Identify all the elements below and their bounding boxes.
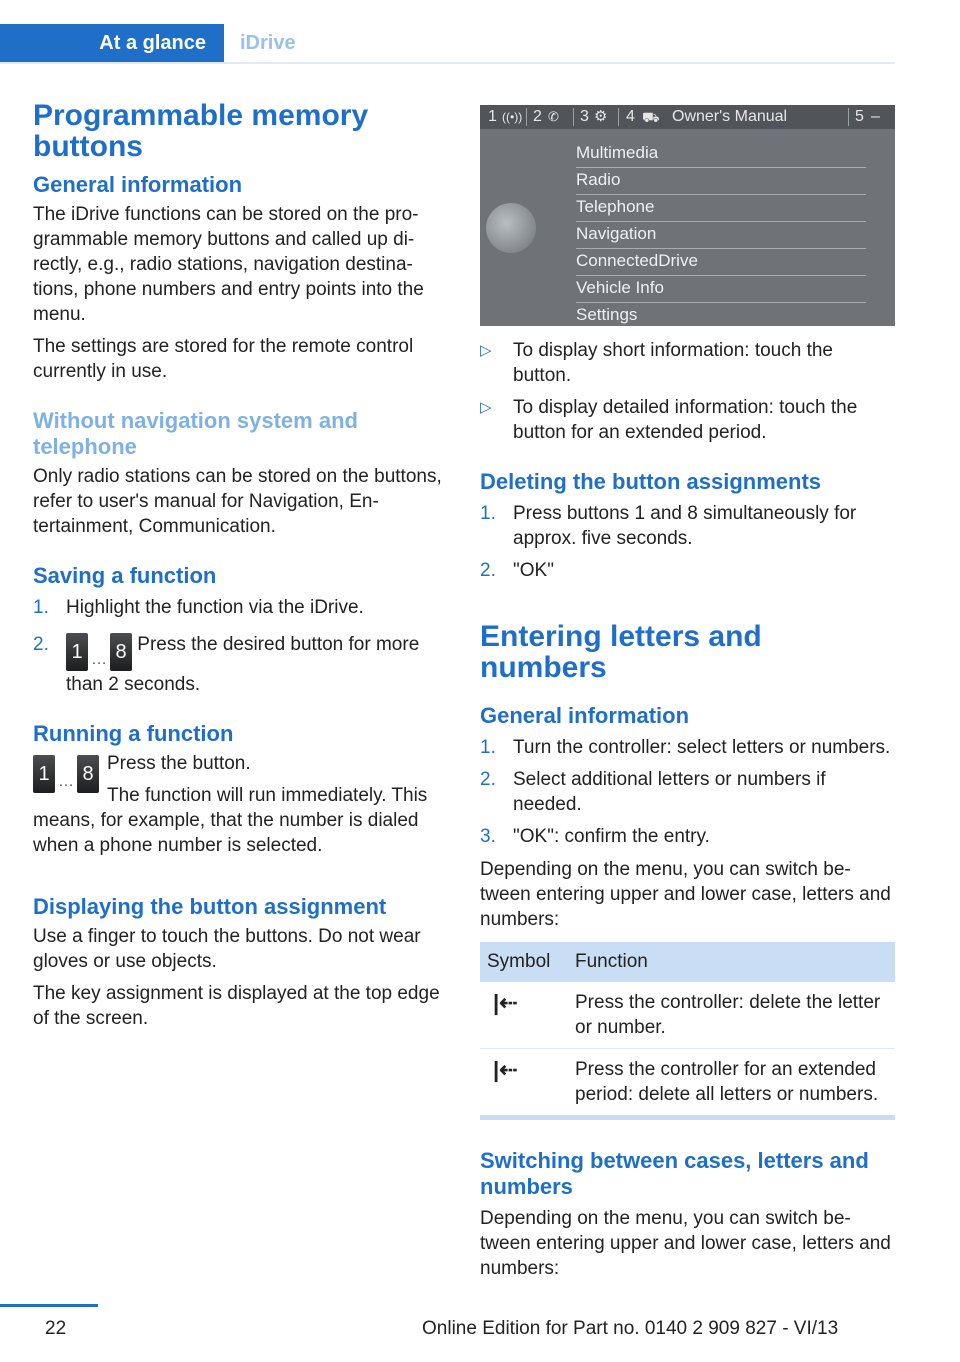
saving-function-heading: Saving a function — [33, 563, 217, 588]
entering-step-1 — [480, 735, 895, 760]
table-cell-function: Press the controller for an extended period: delete all letters or numbers. — [568, 1049, 895, 1118]
step-text: "OK" — [513, 560, 554, 581]
triangle-bullet-icon: ▷ — [480, 399, 492, 416]
displaying-assignment-heading: Displaying the button assignment — [33, 894, 387, 919]
entering-general-information-heading: General information — [480, 703, 690, 728]
table-header-row — [480, 942, 895, 982]
running-function-block — [33, 751, 449, 858]
step-number: 1. — [480, 737, 496, 758]
screen-menu — [576, 141, 866, 326]
step-number: 2. — [480, 769, 496, 790]
menu-item-navigation: Navigation — [576, 222, 866, 249]
phone-icon: ✆ — [548, 109, 559, 124]
general-information-text: The iDrive functions can be stored on the programmable memory buttons and called up directly, e.g., radio stations, navigation destinations, phone numbers and entry points into the menu. — [33, 204, 424, 325]
step-text: Press the desired button for more than 2 seconds. — [66, 634, 420, 695]
memory-button-8-icon: 8 — [77, 755, 99, 793]
ellipsis-icon: … — [58, 773, 74, 790]
car-icon: ⛟ — [642, 109, 660, 125]
table-row — [480, 982, 895, 1049]
bullet-item — [480, 395, 895, 445]
tab-idrive[interactable]: iDrive — [240, 32, 296, 54]
step-text: Turn the controller: select letters or numbers. — [513, 737, 891, 758]
running-press-text: Press the button. — [107, 753, 251, 774]
symbol-table — [480, 942, 895, 1120]
left-column — [33, 100, 449, 1031]
step-number: 3. — [480, 826, 496, 847]
bullet-text: To display detailed information: touch the button for an extended period. — [513, 397, 858, 443]
entering-step-2 — [480, 767, 895, 817]
step-number: 2. — [480, 560, 496, 581]
step-number: 1. — [480, 503, 496, 524]
step-text: Press buttons 1 and 8 simultaneously for approx. five seconds. — [513, 503, 857, 549]
screen-tab-separator — [848, 108, 849, 126]
displaying-text-1: Use a finger to touch the buttons. Do not wear gloves or use objects. — [33, 926, 421, 972]
switching-text: Depending on the menu, you can switch between entering upper and lower case, letters and numbers: — [480, 1208, 891, 1279]
screen-tab-1: 1 — [488, 108, 497, 125]
screen-tab-separator — [618, 108, 619, 126]
footer-rule — [0, 1304, 98, 1307]
bullet-item — [480, 338, 895, 388]
edition-text: Online Edition for Part no. 0140 2 909 827 - VI/13 — [422, 1318, 839, 1339]
table-row — [480, 1049, 895, 1118]
ellipsis-icon: … — [91, 651, 107, 668]
entering-switch-text: Depending on the menu, you can switch between entering upper and lower case, letters and numbers: — [480, 859, 891, 930]
step-number: 1. — [33, 597, 49, 618]
displaying-text-2: The key assignment is displayed at the top edge of the screen. — [33, 983, 440, 1029]
running-function-heading: Running a function — [33, 721, 234, 746]
saving-step-1 — [33, 595, 449, 620]
idrive-screen-image — [480, 105, 895, 326]
screen-tab-3: 3 — [580, 108, 589, 125]
delete-arrow-icon: |⇠ — [493, 1057, 518, 1082]
right-column — [480, 105, 895, 1281]
entering-step-3 — [480, 824, 895, 849]
screen-tab-5: 5 — [855, 108, 864, 125]
general-information-heading: General information — [33, 172, 243, 197]
screen-tab-separator — [526, 108, 527, 126]
step-number: 2. — [33, 634, 49, 655]
table-cell-symbol — [480, 982, 568, 1049]
radio-icon: ((•)) — [502, 110, 523, 124]
memory-button-1-icon: 1 — [66, 633, 88, 671]
menu-item-connecteddrive: ConnectedDrive — [576, 249, 866, 276]
header-tabbar — [0, 24, 895, 64]
switching-heading: Switching between cases, letters and numbers — [480, 1148, 869, 1199]
without-navigation-text: Only radio stations can be stored on the buttons, refer to user's manual for Navigation, Entertainment, Communication. — [33, 466, 442, 537]
triangle-bullet-icon: ▷ — [480, 342, 492, 359]
table-header-symbol: Symbol — [480, 942, 568, 982]
page-number: 22 — [45, 1318, 67, 1339]
memory-button-1-icon: 1 — [33, 755, 55, 793]
deleting-step-2 — [480, 558, 895, 583]
screen-button-bar — [480, 105, 895, 129]
deleting-step-1 — [480, 501, 895, 551]
deleting-assignments-heading: Deleting the button assignments — [480, 469, 822, 494]
without-navigation-heading: Without navigation system and telephone — [33, 408, 358, 459]
table-cell-function: Press the controller: delete the letter or number. — [568, 982, 895, 1049]
menu-item-settings: Settings — [576, 303, 866, 326]
screen-tab-5-mark: – — [871, 108, 880, 125]
screen-tab-4: 4 — [626, 108, 635, 125]
tab-at-a-glance[interactable]: At a glance — [0, 24, 224, 62]
delete-arrow-icon: |⇠ — [493, 990, 518, 1015]
saving-step-2 — [33, 632, 449, 697]
running-result-text: The function will run immediately. This means, for example, that the number is dialed when a phone number is selected. — [33, 785, 428, 856]
page-title: Programmable memory buttons — [33, 99, 369, 163]
table-header-function: Function — [568, 942, 895, 982]
screen-tab-owners-manual: Owner's Manual — [672, 108, 788, 125]
entering-title: Entering letters and numbers — [480, 620, 762, 684]
step-text: Select additional letters or numbers if needed. — [513, 769, 826, 815]
bullet-text: To display short information: touch the button. — [513, 340, 834, 386]
menu-item-multimedia: Multimedia — [576, 141, 866, 168]
screen-tab-2: 2 — [533, 108, 542, 125]
step-text: "OK": confirm the entry. — [513, 826, 710, 847]
table-cell-symbol — [480, 1049, 568, 1118]
screen-tab-separator — [573, 108, 574, 126]
controller-knob-icon — [486, 203, 536, 253]
menu-item-vehicle-info: Vehicle Info — [576, 276, 866, 303]
menu-item-telephone: Telephone — [576, 195, 866, 222]
gear-icon: ⚙ — [594, 108, 608, 125]
memory-buttons-figure — [33, 755, 99, 793]
remote-control-text: The settings are stored for the remote control currently in use. — [33, 336, 414, 382]
memory-button-8-icon: 8 — [110, 633, 132, 671]
menu-item-radio: Radio — [576, 168, 866, 195]
step-text: Highlight the function via the iDrive. — [66, 597, 364, 618]
